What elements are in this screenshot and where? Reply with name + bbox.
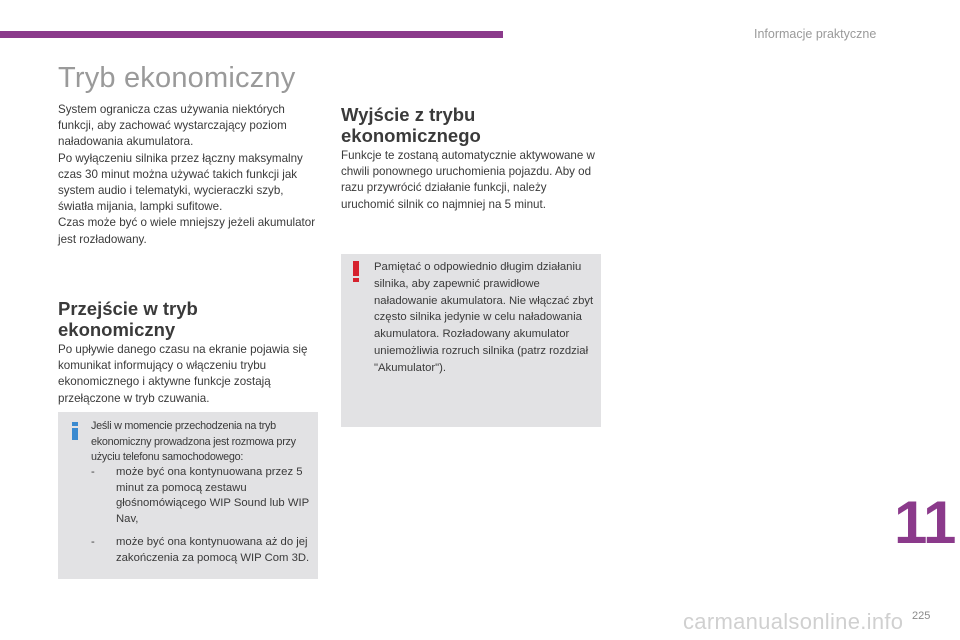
info-intro: Jeśli w momencie przechodzenia na tryb ekonomiczny prowadzona jest rozmowa przy użyciu telefonu samochodowego:	[91, 420, 296, 463]
info-icon	[72, 422, 78, 440]
warning-icon	[353, 261, 359, 282]
list-item: - może być ona kontynuowana aż do jej zakończenia za pomocą WIP Com 3D.	[91, 536, 310, 564]
warning-text: Pamiętać o odpowiednio długim działaniu silnika, aby zapewnić prawidłowe naładowanie akumulatora. Nie włączać zbyt często silnika jedynie w celu naładowania akumulatora. Rozładowany akumulator uniemożliwia rozruch silnika (patrz rozdział "Akumulator").	[374, 261, 594, 374]
watermark: carmanualsonline.info	[683, 609, 904, 634]
intro-paragraph: Czas może być o wiele mniejszy jeżeli akumulator jest rozładowany.	[58, 216, 316, 246]
info-box	[58, 412, 318, 579]
page-title: Tryb ekonomiczny	[58, 62, 296, 94]
info-list	[91, 465, 313, 574]
enter-heading: Przejście w tryb ekonomiczny	[58, 298, 198, 340]
header-accent-bar	[0, 31, 503, 38]
warning-box	[341, 254, 601, 427]
chapter-number: 11	[894, 489, 956, 556]
exit-body: Funkcje te zostaną automatycznie aktywowane w chwili ponownego uruchomienia pojazdu. Aby od razu przywrócić działanie funkcji, należy uruchomić silnik co najmniej na 5 minut.	[341, 149, 595, 211]
enter-body: Po upływie danego czasu na ekranie pojawia się komunikat informujący o włączeniu trybu ekonomicznego i aktywne funkcje zostają przełączone w tryb czuwania.	[58, 343, 308, 405]
intro-paragraph: System ogranicza czas używania niektórych funkcji, aby zachować wystarczający poziom naładowania akumulatora.	[58, 103, 287, 149]
section-name: Informacje praktyczne	[754, 27, 877, 41]
intro-paragraph: Po wyłączeniu silnika przez łączny maksymalny czas 30 minut można używać takich funkcji jak system audio i telematyki, wycieraczki szyb, światła mijania, lampki sufitowe.	[58, 151, 303, 214]
exit-heading: Wyjście z trybu ekonomicznego	[341, 104, 481, 146]
intro-text	[58, 102, 320, 248]
page-number: 225	[912, 610, 931, 622]
list-item: - może być ona kontynuowana przez 5 minut za pomocą zestawu głośnomówiącego WIP Sound lub WIP Nav,	[91, 466, 309, 525]
